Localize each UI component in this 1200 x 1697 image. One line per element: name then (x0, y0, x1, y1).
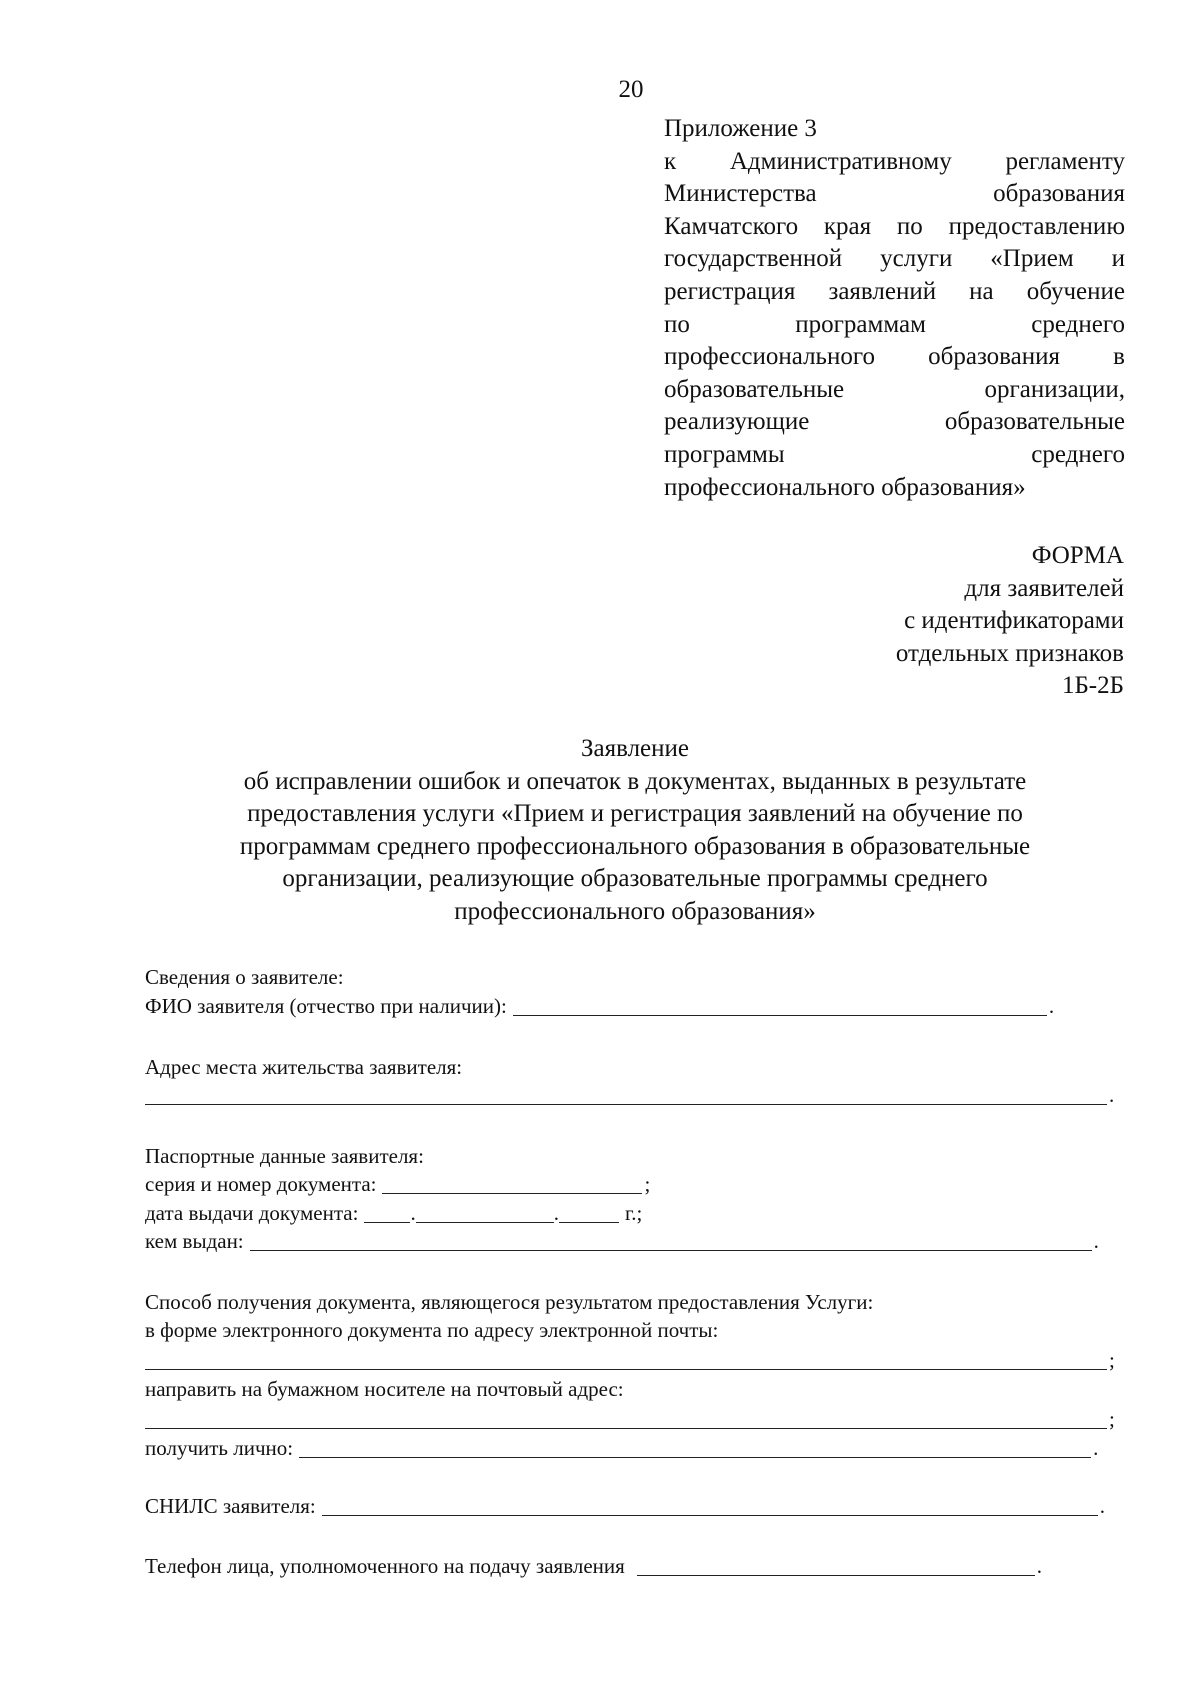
period: . (1109, 1083, 1115, 1107)
appendix-line: образовательные организации, (664, 375, 1125, 403)
appendix-line: программы среднего (664, 440, 1125, 468)
form-label-line: с идентификаторами (904, 607, 1124, 635)
semicolon: ; (644, 1172, 651, 1196)
year-suffix: г.; (624, 1201, 643, 1225)
snils-label: СНИЛС заявителя: (145, 1494, 316, 1518)
appendix-line: Приложение 3 (664, 115, 817, 142)
receipt-method-heading: Способ получения документа, являющегося результатом предоставления Услуги: (145, 1290, 874, 1314)
statement-title (130, 733, 1140, 929)
form-label-line: 1Б-2Б (1061, 672, 1124, 700)
phone-label: Телефон лица, уполномоченного на подачу заявления (145, 1554, 625, 1578)
appendix-line: профессионального образования» (664, 473, 1026, 501)
appendix-line: регистрация заявлений на обучение (664, 277, 1125, 305)
statement-line: организации, реализующие образовательные программы среднего (282, 865, 988, 893)
appendix-line: по программам среднего (664, 310, 1125, 338)
appendix-block (664, 113, 1125, 504)
issue-day-field[interactable] (364, 1200, 410, 1223)
statement-line: предоставления услуги «Прием и регистрация заявлений на обучение по (247, 800, 1023, 828)
statement-line: об исправлении ошибок и опечаток в документах, выданных в результате (243, 767, 1027, 795)
phone-field[interactable] (637, 1553, 1035, 1576)
period: . (410, 1201, 416, 1225)
appendix-line: государственной услуги «Прием и (664, 245, 1125, 273)
paper-label: направить на бумажном носителе на почтовый адрес: (145, 1377, 624, 1401)
issue-date-label: дата выдачи документа: (145, 1201, 359, 1225)
in-person-field[interactable] (299, 1435, 1091, 1458)
appendix-line: реализующие образовательные (664, 408, 1125, 436)
period: . (1036, 1554, 1043, 1578)
applicant-info-heading: Сведения о заявителе: (145, 965, 344, 989)
appendix-line: Камчатского края по предоставлению (664, 212, 1125, 240)
statement-line: Заявление (580, 735, 690, 762)
appendix-line: к Административному регламенту (664, 147, 1125, 175)
appendix-line: профессионального образования в (664, 343, 1125, 371)
passport-heading: Паспортные данные заявителя: (145, 1144, 424, 1168)
series-number-label: серия и номер документа: (145, 1172, 377, 1196)
postal-address-field[interactable] (145, 1406, 1107, 1429)
in-person-label: получить лично: (145, 1436, 294, 1460)
form-label-line: для заявителей (964, 574, 1124, 602)
form-label-block (896, 540, 1124, 703)
statement-line: программам среднего профессионального образования в образовательные (239, 832, 1031, 860)
address-label: Адрес места жительства заявителя: (145, 1055, 463, 1079)
series-number-field[interactable] (382, 1171, 642, 1194)
page-number: 20 (618, 76, 644, 103)
issued-by-label: кем выдан: (145, 1229, 244, 1253)
semicolon: ; (1109, 1407, 1115, 1431)
period: . (1093, 1436, 1099, 1460)
electronic-label: в форме электронного документа по адресу электронной почты: (145, 1318, 719, 1342)
period: . (1099, 1494, 1105, 1518)
statement-line: профессионального образования» (454, 897, 816, 925)
form-label-line: отдельных признаков (895, 639, 1124, 667)
issue-month-field[interactable] (416, 1200, 554, 1223)
period: . (1093, 1229, 1099, 1253)
semicolon: ; (1109, 1348, 1115, 1372)
issued-by-field[interactable] (250, 1228, 1092, 1251)
email-field[interactable] (145, 1347, 1107, 1370)
fio-field[interactable] (513, 993, 1047, 1016)
snils-field[interactable] (322, 1493, 1098, 1516)
form-label-line: ФОРМА (1031, 542, 1124, 569)
period: . (1048, 994, 1055, 1018)
fio-label: ФИО заявителя (отчество при наличии): (145, 994, 507, 1018)
appendix-line: Министерства образования (664, 180, 1125, 208)
period: . (553, 1201, 559, 1225)
address-field[interactable] (145, 1082, 1107, 1105)
issue-year-field[interactable] (559, 1200, 619, 1223)
